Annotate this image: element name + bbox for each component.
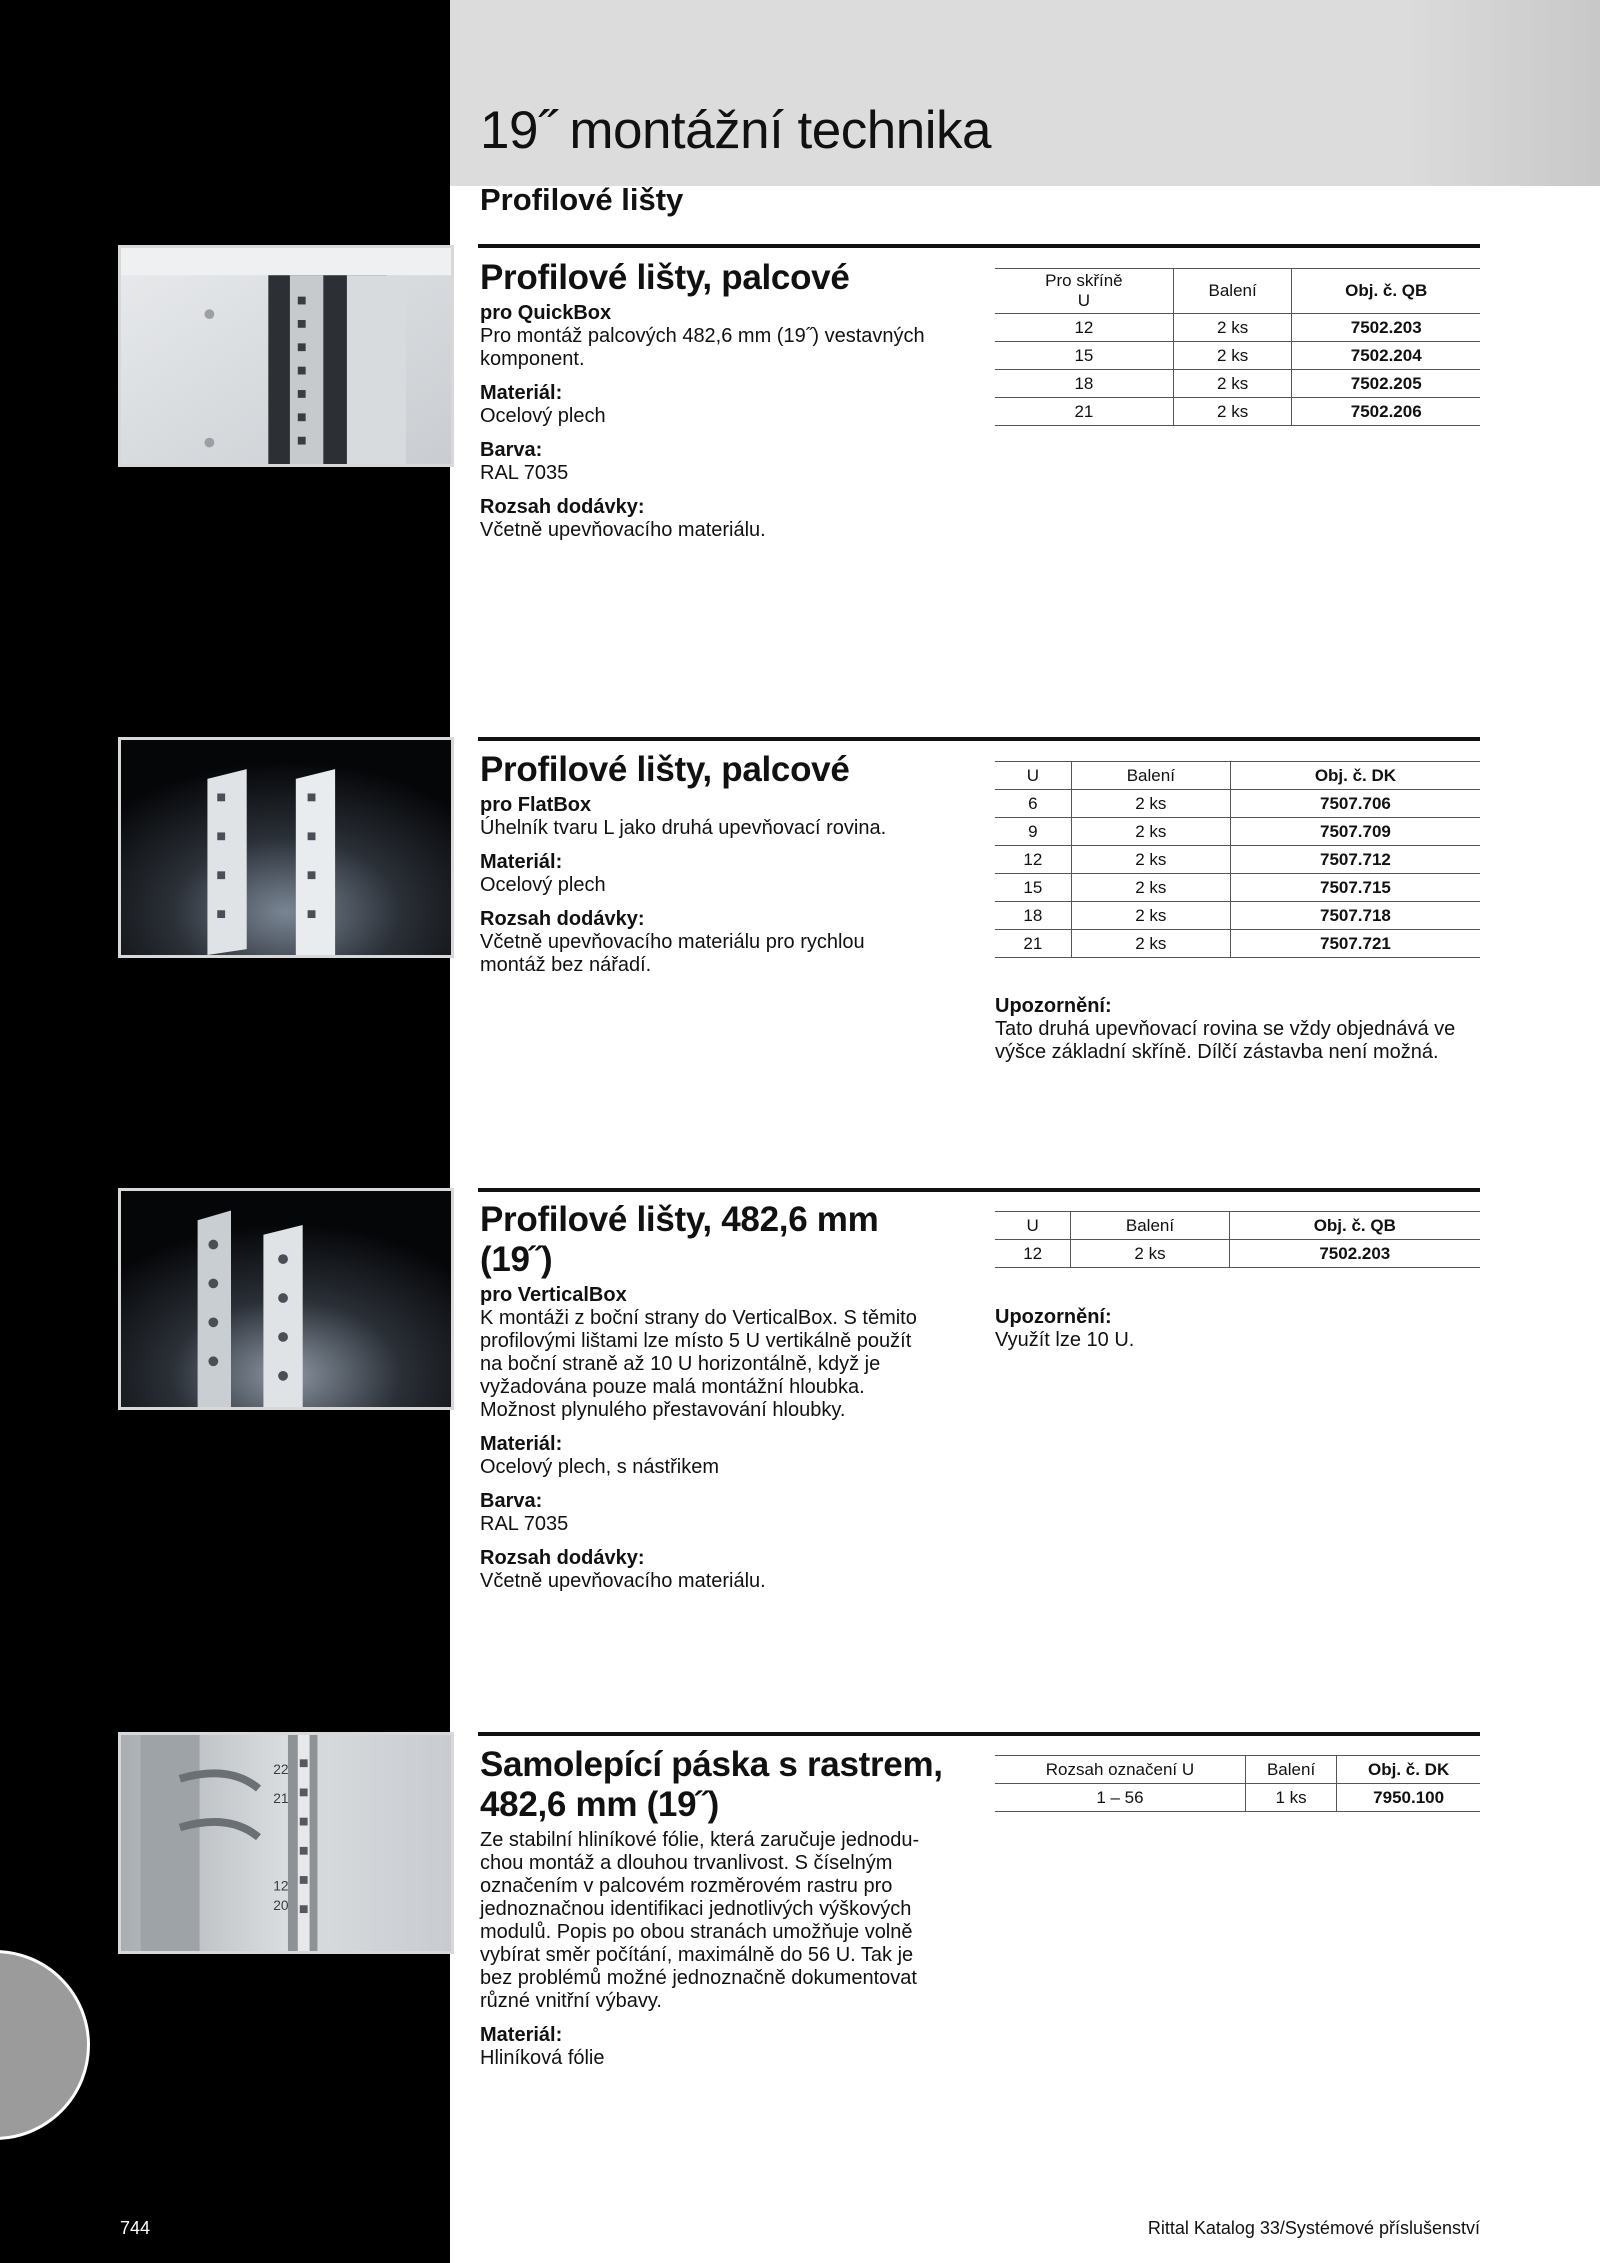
field-label: Materiál: [480,851,563,873]
table-cell: 2 ks [1173,398,1292,426]
table-cell: 18 [995,902,1071,930]
table-header: U [995,762,1071,790]
field-text: Ze stabilní hliníkové fólie, která zaručuje jednodu- [480,1829,920,1851]
table-cell: 12 [995,1240,1071,1268]
field-text: Hliníková fólie [480,2047,605,2069]
table-row [995,818,1480,846]
table-row [995,846,1480,874]
field-text: RAL 7035 [480,1513,569,1535]
table-header: Obj. č. DK [1230,762,1480,790]
field-text: jednoznačnou identifikaci jednotlivých výškových [480,1898,912,1920]
field-text: Možnost plynulého přestavování hloubky. [480,1399,846,1421]
field-text: Ocelový plech [480,405,606,427]
table-cell: 2 ks [1173,370,1292,398]
field-text: profilovými lištami lze místo 5 U vertikálně použít [480,1330,912,1352]
field-text: vybírat směr počítání, maximálně do 56 U. Tak je [480,1944,914,1966]
table-row [995,930,1480,958]
catalog-footer: Rittal Katalog 33/Systémové příslušenství [1147,2218,1480,2238]
product-block-flatbox [480,750,960,977]
order-table-adhesive-tape [995,1755,1480,1812]
table-cell: 7507.709 [1230,818,1480,846]
field-text: Ocelový plech [480,874,606,896]
table-cell: 2 ks [1173,314,1292,342]
table-header: Balení [1245,1756,1336,1784]
section-rule [478,737,1480,741]
field-text: modulů. Popis po obou stranách umožňuje volně [480,1921,913,1943]
table-cell: 7507.721 [1230,930,1480,958]
note-text: Využít lze 10 U. [995,1329,1135,1351]
table-cell: 7950.100 [1337,1784,1480,1812]
field-label: Rozsah dodávky: [480,908,645,930]
table-cell: 2 ks [1071,874,1230,902]
tape-label: 20 [273,1898,289,1914]
note-text: výšce základní skříně. Dílčí zástavba není možná. [995,1041,1439,1063]
field-label: Materiál: [480,382,563,404]
table-row [995,790,1480,818]
table-cell: 2 ks [1173,342,1292,370]
table-header: Pro skříně U [995,269,1173,314]
table-row [995,342,1480,370]
field-text: chou montáž a dlouhou trvanlivost. S číselným [480,1852,893,1874]
table-cell: 7502.203 [1292,314,1480,342]
tape-label: 22 [273,1761,289,1777]
tape-label: 21 [273,1791,289,1807]
product-photo-verticalbox [118,1188,454,1410]
table-row [995,398,1480,426]
page-number: 744 [120,2218,151,2238]
note-flatbox [995,995,1495,1064]
product-block-verticalbox [480,1200,960,1593]
field-text: různé vnitřní výbavy. [480,1990,662,2012]
table-header: Obj. č. QB [1292,269,1480,314]
order-table-verticalbox [995,1211,1480,1268]
field-label: pro QuickBox [480,302,612,324]
table-row [995,314,1480,342]
field-label: pro VerticalBox [480,1284,627,1306]
table-cell: 7507.712 [1230,846,1480,874]
table-cell: 12 [995,314,1173,342]
table-cell: 7502.206 [1292,398,1480,426]
product-block-quickbox [480,258,960,542]
table-header: Rozsah označení U [995,1756,1245,1784]
table-cell: 1 – 56 [995,1784,1245,1812]
tape-label: 12 [273,1878,289,1894]
page-title: 19˝ montážní technika [480,101,991,160]
table-header: Balení [1071,1212,1229,1240]
table-cell: 15 [995,342,1173,370]
order-table-flatbox [995,761,1480,958]
note-label: Upozornění: [995,1306,1112,1328]
product-block-adhesive-tape [480,1745,960,2070]
note-label: Upozornění: [995,995,1112,1017]
field-text: Ocelový plech, s nástřikem [480,1456,719,1478]
product-photo-adhesive-tape [118,1732,454,1954]
table-cell: 7507.715 [1230,874,1480,902]
table-cell: 7502.204 [1292,342,1480,370]
order-table-quickbox [995,268,1480,426]
field-text: RAL 7035 [480,462,569,484]
note-text: Tato druhá upevňovací rovina se vždy objednává ve [995,1018,1456,1040]
field-label: Barva: [480,439,543,461]
table-row [995,370,1480,398]
field-text: Úhelník tvaru L jako druhá upevňovací rovina. [480,817,887,839]
product-photo-flatbox [118,737,454,958]
field-text: montáž bez nářadí. [480,954,652,976]
product-photo-quickbox [118,245,454,467]
note-verticalbox [995,1306,1495,1352]
table-cell: 21 [995,930,1071,958]
table-row [995,1784,1480,1812]
table-cell: 2 ks [1071,930,1230,958]
section-rule [478,244,1480,248]
field-text: komponent. [480,348,585,370]
table-cell: 2 ks [1071,846,1230,874]
table-header: Balení [1173,269,1292,314]
product-title: Samolepící páska s rastrem, [480,1745,943,1784]
field-label: Materiál: [480,1433,563,1455]
table-cell: 2 ks [1071,818,1230,846]
table-cell: 15 [995,874,1071,902]
field-text: K montáži z boční strany do VerticalBox. S těmito [480,1307,917,1329]
section-title: Profilové lišty [480,182,684,217]
table-cell: 21 [995,398,1173,426]
product-title: Profilové lišty, palcové [480,258,850,297]
product-title: Profilové lišty, palcové [480,750,850,789]
table-cell: 1 ks [1245,1784,1336,1812]
field-text: bez problémů možné jednoznačně dokumentovat [480,1967,917,1989]
table-header: Obj. č. QB [1229,1212,1480,1240]
table-cell: 7502.205 [1292,370,1480,398]
table-row [995,902,1480,930]
field-label: Barva: [480,1490,543,1512]
field-text: Včetně upevňovacího materiálu pro rychlou [480,931,865,953]
table-header: Obj. č. DK [1337,1756,1480,1784]
table-cell: 2 ks [1071,790,1230,818]
table-cell: 2 ks [1071,1240,1229,1268]
table-cell: 7507.706 [1230,790,1480,818]
table-row [995,1240,1480,1268]
field-label: Rozsah dodávky: [480,1547,645,1569]
table-cell: 6 [995,790,1071,818]
table-header: Balení [1071,762,1230,790]
section-rule [478,1188,1480,1192]
table-cell: 9 [995,818,1071,846]
table-header: U [995,1212,1071,1240]
table-cell: 7502.203 [1229,1240,1480,1268]
field-label: pro FlatBox [480,794,592,816]
field-text: Včetně upevňovacího materiálu. [480,519,766,541]
table-cell: 2 ks [1071,902,1230,930]
field-text: vyžadována pouze malá montážní hloubka. [480,1376,865,1398]
field-text: označením v palcovém rozměrovém rastru pro [480,1875,893,1897]
field-text: Včetně upevňovacího materiálu. [480,1570,766,1592]
field-label: Rozsah dodávky: [480,496,645,518]
table-cell: 7507.718 [1230,902,1480,930]
section-rule [478,1732,1480,1736]
field-label: Materiál: [480,2024,563,2046]
field-text: Pro montáž palcových 482,6 mm (19˝) vestavných [480,325,925,347]
product-title: 482,6 mm (19˝) [480,1785,719,1824]
table-cell: 12 [995,846,1071,874]
field-text: na boční straně až 10 U horizontálně, když je [480,1353,881,1375]
product-title: Profilové lišty, 482,6 mm (19˝) [480,1200,879,1279]
table-cell: 18 [995,370,1173,398]
table-row [995,874,1480,902]
